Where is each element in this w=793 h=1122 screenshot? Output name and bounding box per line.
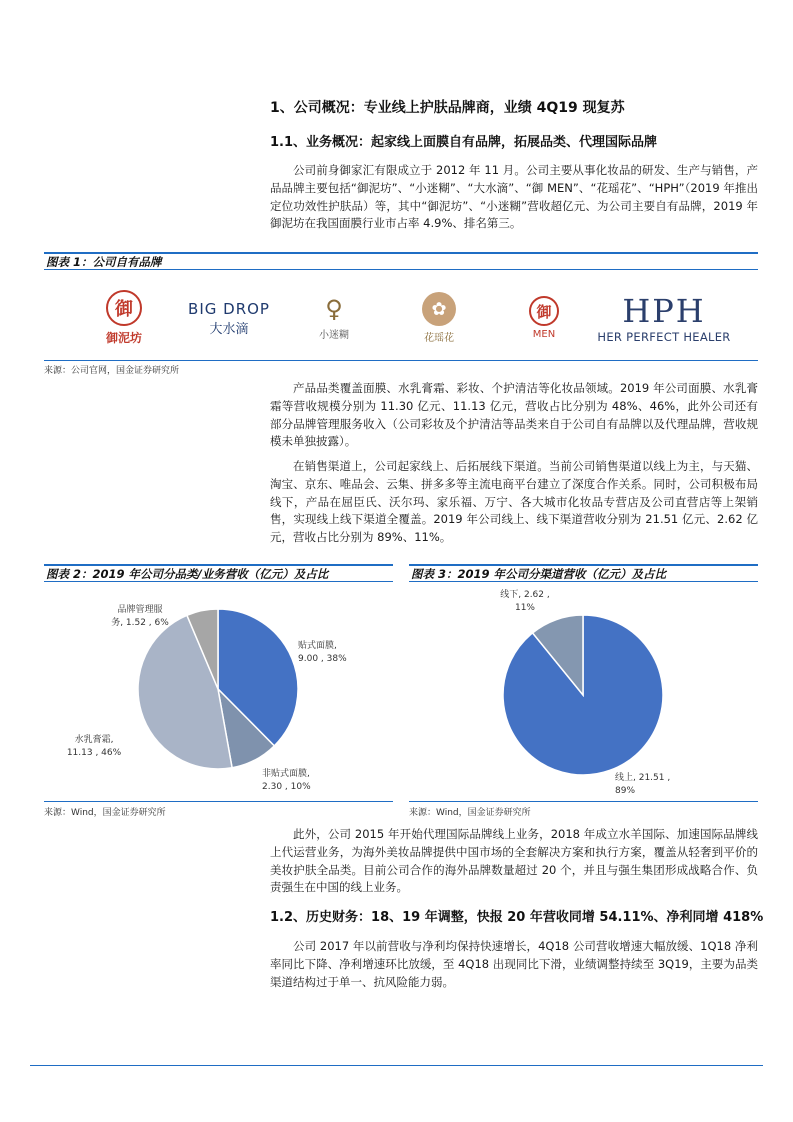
pear-icon: ♀ (325, 295, 343, 323)
figure-3-title: 图表 3：2019 年公司分渠道营收（亿元）及占比 (411, 567, 667, 581)
logo-xiaomihu-caption: 小迷糊 (319, 330, 349, 341)
yumen-seal-icon: 御 (529, 296, 559, 326)
category-pie-label-3-1: 务, 1.52 , 6% (111, 618, 169, 628)
figure-2-bottom-rule (44, 801, 393, 802)
category-pie-label-3-0: 品牌管理服 (117, 605, 163, 615)
logo-bigdrop (179, 276, 279, 360)
category-pie-label-2-1: 11.13 , 46% (66, 748, 122, 758)
category-pie-label-1-1: 2.30 , 10% (262, 782, 311, 792)
channel-pie-label-0-0: 线上, 21.51 , (615, 773, 671, 783)
logo-yumen-caption: MEN (532, 329, 556, 340)
logo-yunifang-caption: 御泥坊 (105, 331, 142, 345)
category-pie-label-0-1: 9.00 , 38% (298, 654, 347, 664)
logo-xiaomihu (299, 276, 369, 360)
channel-pie-label-1-1: 11% (514, 603, 536, 613)
logo-huayaohua-caption: 花瑶花 (424, 333, 454, 344)
section-1-title: 1、公司概况：专业线上护肤品牌商，业绩 4Q19 现复苏 (270, 100, 625, 116)
figure-3-bottom-rule (409, 801, 758, 802)
logo-hph-wordmark: HPH (622, 292, 706, 330)
pie-chart-channel (409, 584, 758, 800)
paragraph-international-brands: 此外，公司 2015 年开始代理国际品牌线上业务，2018 年成立水羊国际、加速国际品牌线上代运营业务，为海外美妆品牌提供中国市场的全套解决方案和执行方案，覆盖从轻奢到平价的美妆护肤全品类。目前公司合作的海外品牌数量超过 20 个，并且与强生集团形成战略合作、负责强生在中国的线上业务。 (270, 827, 758, 895)
section-1-1-title: 1.1、业务概况：起家线上面膜自有品牌，拓展品类、代理国际品牌 (270, 135, 658, 150)
category-pie-label-0-0: 贴式面膜, (298, 641, 337, 651)
chart-revenue-by-category (44, 584, 393, 800)
logo-yunifang (84, 276, 164, 360)
category-pie-label-2-0: 水乳膏霜, (74, 735, 114, 745)
yunifang-seal-icon: 御 (106, 290, 142, 326)
paragraph-financial-history: 公司 2017 年以前营收与净利均保持快速增长，4Q18 公司营收增速大幅放缓、1Q18 净利率同比下降、净利增速环比放缓，至 4Q18 出现同比下滑，业绩调整持续至 3Q19，主要为品类渠道结构过于单一、抗风险能力弱。 (270, 939, 758, 989)
logo-huayaohua (404, 276, 474, 360)
figure-1-source: 来源：公司官网，国金证券研究所 (44, 366, 180, 376)
section-1-2-title: 1.2、历史财务：18、19 年调整，快报 20 年营收同增 54.11%、净利同增 418% (270, 910, 764, 925)
footer-rule (30, 1065, 763, 1066)
paragraph-product-categories: 产品品类覆盖面膜、水乳膏霜、彩妆、个护清洁等化妆品领域。2019 年公司面膜、水乳膏霜等营收规模分别为 11.30 亿元、11.13 亿元，营收占比分别为 48%、46%，此外公司还有部分品牌管理服务收入（公司彩妆及个护清洁等品类来自于公司自有品牌以及代理品牌，营收规模未单独披露）。 (270, 381, 758, 449)
logo-bigdrop-caption: 大水滴 (209, 321, 249, 337)
category-pie-label-1-0: 非贴式面膜, (262, 769, 310, 779)
paragraph-sales-channels: 在销售渠道上，公司起家线上、后拓展线下渠道。当前公司销售渠道以线上为主，与天猫、淘宝、京东、唯品会、云集、拼多多等主流电商平台建立了深度合作关系。同时，公司积极布局线下，产品在屈臣氏、沃尔玛、家乐福、万宁、各大城市化妆品专营店及公司直营店等上架销售，实现线上线下渠道全覆盖。2019 年公司线上、线下渠道营收分别为 21.51 亿元、2.62 亿元，营收占比分别为 89%、11%。 (270, 459, 758, 545)
logo-yumen (509, 276, 579, 360)
channel-pie-label-1-0: 线下, 2.62 , (500, 590, 550, 600)
flower-icon: ✿ (422, 292, 456, 326)
logo-bigdrop-wordmark: BIG DROP (188, 299, 270, 318)
channel-pie-label-0-1: 89% (615, 786, 636, 796)
figure-1-title: 图表 1：公司自有品牌 (46, 255, 162, 269)
logo-hph-caption: HER PERFECT HEALER (597, 330, 731, 344)
figure-2-source: 来源：Wind，国金证券研究所 (44, 808, 166, 818)
chart-revenue-by-channel (409, 584, 758, 800)
paragraph-company-overview: 公司前身御家汇有限成立于 2012 年 11 月。公司主要从事化妆品的研发、生产与销售，产品品牌主要包括“御泥坊”、“小迷糊”、“大水滴”、“御 MEN”、“花瑶花”、“HPH”（2019 年推出定位功效性护肤品）等，其中“御泥坊”、“小迷糊”营收超亿元、为公司主要自有品牌，2019 年御泥坊在我国面膜行业市占率 4.9%、排名第三。 (270, 163, 758, 231)
pie-chart-category (44, 584, 393, 800)
figure-3-source: 来源：Wind，国金证券研究所 (409, 808, 531, 818)
logo-hph (594, 276, 734, 360)
figure-2-title: 图表 2：2019 年公司分品类/业务营收（亿元）及占比 (46, 567, 329, 581)
figure-1-bottom-rule (44, 360, 758, 361)
brand-logos-strip (44, 276, 758, 360)
